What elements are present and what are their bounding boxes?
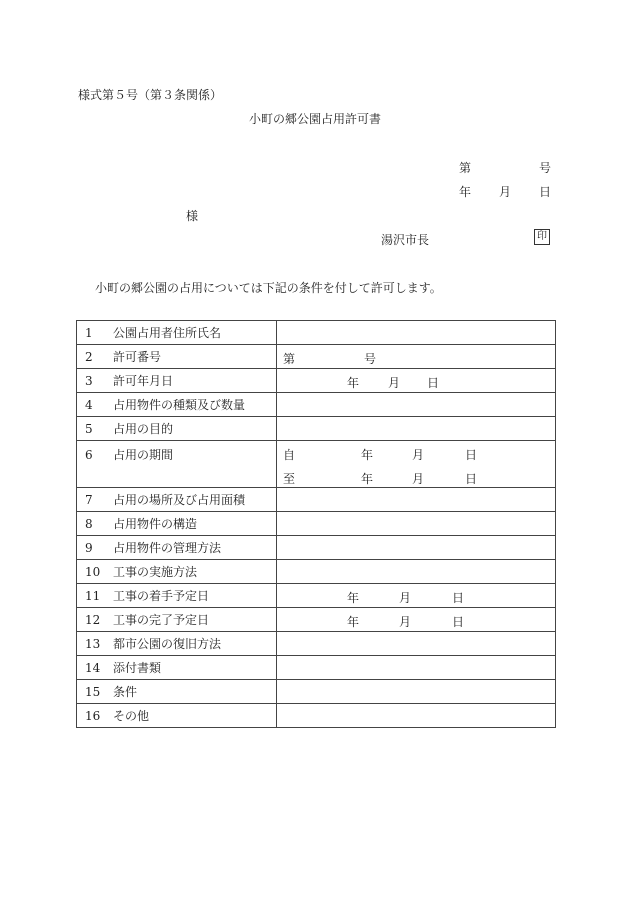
conditions-field[interactable] (277, 680, 556, 704)
occupancy-period-field[interactable]: 自 年 月 日 至 年 月 日 (277, 441, 556, 488)
row-label: 8 占用物件の構造 (77, 512, 277, 536)
row-label: 15 条件 (77, 680, 277, 704)
row-label: 3 許可年月日 (77, 369, 277, 393)
table-row (77, 369, 556, 393)
applicant-address-field[interactable] (277, 321, 556, 345)
addressee-suffix: 様 (186, 209, 199, 223)
permit-statement: 小町の郷公園の占用については下記の条件を付して許可します。 (95, 281, 442, 295)
table-row (77, 393, 556, 417)
row-label: 11 工事の着手予定日 (77, 584, 277, 608)
row-label: 2 許可番号 (77, 345, 277, 369)
table-row (77, 345, 556, 369)
table-row (77, 632, 556, 656)
row-label: 10 工事の実施方法 (77, 560, 277, 584)
construction-end-field[interactable]: 年 月 日 (277, 608, 556, 632)
table-row (77, 584, 556, 608)
table-row (77, 560, 556, 584)
construction-start-field[interactable]: 年 月 日 (277, 584, 556, 608)
table-row (77, 441, 556, 488)
item-type-quantity-field[interactable] (277, 393, 556, 417)
table-row (77, 704, 556, 728)
table-row (77, 417, 556, 441)
permit-date-field[interactable]: 年 月 日 (277, 369, 556, 393)
row-label: 4 占用物件の種類及び数量 (77, 393, 277, 417)
row-label: 14 添付書類 (77, 656, 277, 680)
location-area-field[interactable] (277, 488, 556, 512)
number-prefix: 第 (459, 161, 472, 175)
table-row (77, 608, 556, 632)
month-label: 月 (499, 185, 512, 199)
number-suffix: 号 (539, 161, 552, 175)
permit-details-table (76, 320, 556, 728)
purpose-field[interactable] (277, 417, 556, 441)
day-label: 日 (539, 185, 552, 199)
row-label: 13 都市公園の復旧方法 (77, 632, 277, 656)
other-field[interactable] (277, 704, 556, 728)
row-label: 6 占用の期間 (77, 441, 277, 488)
row-label: 5 占用の目的 (77, 417, 277, 441)
construction-method-field[interactable] (277, 560, 556, 584)
row-label: 9 占用物件の管理方法 (77, 536, 277, 560)
row-label: 1 公園占用者住所氏名 (77, 321, 277, 345)
seal-mark: 印 (534, 229, 550, 245)
row-label: 16 その他 (77, 704, 277, 728)
structure-field[interactable] (277, 512, 556, 536)
table-row (77, 536, 556, 560)
table-row (77, 321, 556, 345)
management-method-field[interactable] (277, 536, 556, 560)
permit-number-field[interactable]: 第 号 (277, 345, 556, 369)
row-label: 7 占用の場所及び占用面積 (77, 488, 277, 512)
row-label: 12 工事の完了予定日 (77, 608, 277, 632)
document-title: 小町の郷公園占用許可書 (248, 112, 381, 126)
table-row (77, 656, 556, 680)
attachments-field[interactable] (277, 656, 556, 680)
form-number-label: 様式第５号（第３条関係） (78, 88, 223, 102)
restoration-method-field[interactable] (277, 632, 556, 656)
year-label: 年 (459, 185, 472, 199)
table-row (77, 512, 556, 536)
issuer-name: 湯沢市長 (381, 233, 430, 247)
table-row (77, 680, 556, 704)
table-row (77, 488, 556, 512)
